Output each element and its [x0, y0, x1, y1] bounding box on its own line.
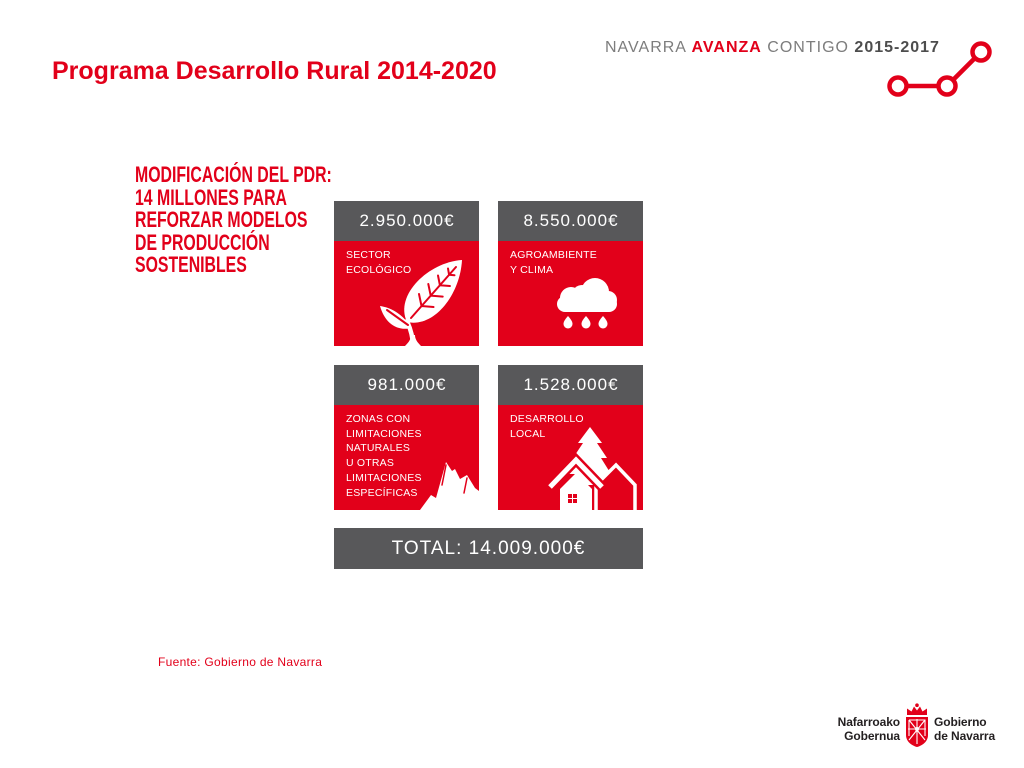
label-line: U OTRAS	[346, 457, 395, 470]
logo-circle-middle	[939, 78, 956, 95]
label-line: Y CLIMA	[510, 263, 554, 276]
heading-line: 14 MILLONES PARA	[135, 184, 287, 210]
label-line: ECOLÓGICO	[346, 263, 412, 276]
funding-card-sector-ecologico	[334, 201, 479, 346]
funding-card-zonas-limitaciones	[334, 365, 479, 510]
label-line: LIMITACIONES	[346, 471, 422, 484]
cloud	[557, 278, 617, 312]
label-line: NATURALES	[346, 442, 411, 455]
label-line: ZONAS CON	[346, 413, 411, 425]
label-line: ESPECÍFICAS	[346, 486, 418, 499]
logo-circle-right	[973, 44, 990, 61]
slogan-word-contigo: CONTIGO	[767, 39, 849, 56]
coat-of-arms-icon	[904, 703, 930, 747]
heading-line: MODIFICACIÓN DEL PDR:	[135, 162, 332, 187]
funding-category-label	[510, 412, 584, 441]
funding-card-desarrollo-local	[498, 365, 643, 510]
slogan-years: 2015-2017	[854, 39, 940, 56]
raindrops	[564, 316, 608, 329]
heading-line: REFORZAR MODELOS	[135, 207, 308, 232]
funding-amount: 2.950.000€	[334, 201, 479, 241]
gov-logo-line: Gobernua	[844, 729, 900, 743]
heading-line: SOSTENIBLES	[135, 252, 247, 277]
funding-amount: 981.000€	[334, 365, 479, 405]
funding-category-label	[510, 248, 597, 277]
funding-category-label	[346, 248, 411, 277]
funding-category-label	[346, 412, 422, 500]
heading-line: DE PRODUCCIÓN	[135, 229, 270, 255]
connected-circles-icon	[880, 34, 998, 100]
funding-card-body	[334, 241, 479, 346]
gov-logo-spanish-text	[934, 715, 995, 743]
gov-logo-line: Gobierno	[934, 715, 987, 729]
funding-amount: 8.550.000€	[498, 201, 643, 241]
logo-circle-left	[890, 78, 907, 95]
label-line: LIMITACIONES	[346, 427, 422, 440]
big-leaf	[404, 260, 462, 323]
slogan-word-navarra: NAVARRA	[605, 39, 687, 56]
funding-amount: 1.528.000€	[498, 365, 643, 405]
label-line: SECTOR	[346, 249, 391, 261]
page-title: Programa Desarrollo Rural 2014-2020	[52, 57, 497, 85]
gov-logo-line: de Navarra	[934, 729, 996, 743]
funding-card-body	[498, 241, 643, 346]
section-heading	[135, 164, 332, 277]
slogan-word-avanza: AVANZA	[691, 39, 762, 56]
source-note: Fuente: Gobierno de Navarra	[158, 655, 323, 669]
mountain-range	[420, 462, 479, 510]
label-line: AGROAMBIENTE	[510, 249, 597, 261]
funding-card-body	[334, 405, 479, 510]
funding-card-agroambiente	[498, 201, 643, 346]
label-line: LOCAL	[510, 427, 546, 440]
gov-logo-basque-text	[838, 715, 900, 743]
funding-card-body	[498, 405, 643, 510]
label-line: DESARROLLO	[510, 413, 584, 425]
total-amount: TOTAL: 14.009.000€	[334, 528, 643, 569]
gov-logo-line: Nafarroako	[837, 715, 900, 729]
